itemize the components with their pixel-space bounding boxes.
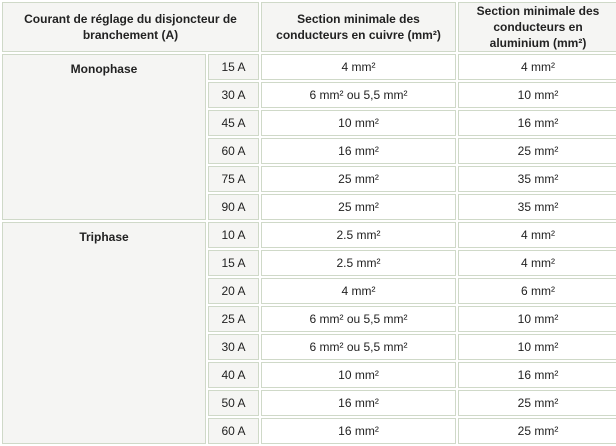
aluminium-cell: 10 mm² — [458, 306, 616, 332]
aluminium-cell: 25 mm² — [458, 418, 616, 444]
amp-cell: 15 A — [208, 250, 259, 276]
copper-cell: 25 mm² — [261, 194, 456, 220]
header-copper: Section minimale des conducteurs en cuivre (mm²) — [261, 2, 456, 52]
header-current: Courant de réglage du disjoncteur de branchement (A) — [2, 2, 259, 52]
aluminium-cell: 35 mm² — [458, 194, 616, 220]
copper-cell: 6 mm² ou 5,5 mm² — [261, 306, 456, 332]
amp-cell: 10 A — [208, 222, 259, 248]
aluminium-cell: 25 mm² — [458, 390, 616, 416]
aluminium-cell: 10 mm² — [458, 82, 616, 108]
amp-cell: 75 A — [208, 166, 259, 192]
group-label-monophase: Monophase — [2, 54, 206, 220]
amp-cell: 30 A — [208, 334, 259, 360]
copper-cell: 10 mm² — [261, 110, 456, 136]
copper-cell: 2.5 mm² — [261, 222, 456, 248]
copper-cell: 6 mm² ou 5,5 mm² — [261, 82, 456, 108]
copper-cell: 16 mm² — [261, 138, 456, 164]
aluminium-cell: 4 mm² — [458, 54, 616, 80]
copper-cell: 25 mm² — [261, 166, 456, 192]
amp-cell: 25 A — [208, 306, 259, 332]
amp-cell: 90 A — [208, 194, 259, 220]
copper-cell: 16 mm² — [261, 390, 456, 416]
copper-cell: 6 mm² ou 5,5 mm² — [261, 334, 456, 360]
aluminium-cell: 6 mm² — [458, 278, 616, 304]
aluminium-cell: 16 mm² — [458, 362, 616, 388]
aluminium-cell: 4 mm² — [458, 222, 616, 248]
aluminium-cell: 35 mm² — [458, 166, 616, 192]
header-aluminium: Section minimale des conducteurs en aluminium (mm²) — [458, 2, 616, 52]
amp-cell: 40 A — [208, 362, 259, 388]
amp-cell: 30 A — [208, 82, 259, 108]
copper-cell: 4 mm² — [261, 278, 456, 304]
copper-cell: 2.5 mm² — [261, 250, 456, 276]
copper-cell: 4 mm² — [261, 54, 456, 80]
table-row — [2, 54, 616, 80]
group-label-triphase: Triphase — [2, 222, 206, 444]
amp-cell: 45 A — [208, 110, 259, 136]
aluminium-cell: 25 mm² — [458, 138, 616, 164]
table-row — [2, 222, 616, 248]
aluminium-cell: 16 mm² — [458, 110, 616, 136]
amp-cell: 15 A — [208, 54, 259, 80]
copper-cell: 16 mm² — [261, 418, 456, 444]
amp-cell: 60 A — [208, 138, 259, 164]
table-body — [2, 54, 616, 444]
header-row — [2, 2, 616, 52]
amp-cell: 60 A — [208, 418, 259, 444]
aluminium-cell: 10 mm² — [458, 334, 616, 360]
amp-cell: 50 A — [208, 390, 259, 416]
aluminium-cell: 4 mm² — [458, 250, 616, 276]
copper-cell: 10 mm² — [261, 362, 456, 388]
amp-cell: 20 A — [208, 278, 259, 304]
